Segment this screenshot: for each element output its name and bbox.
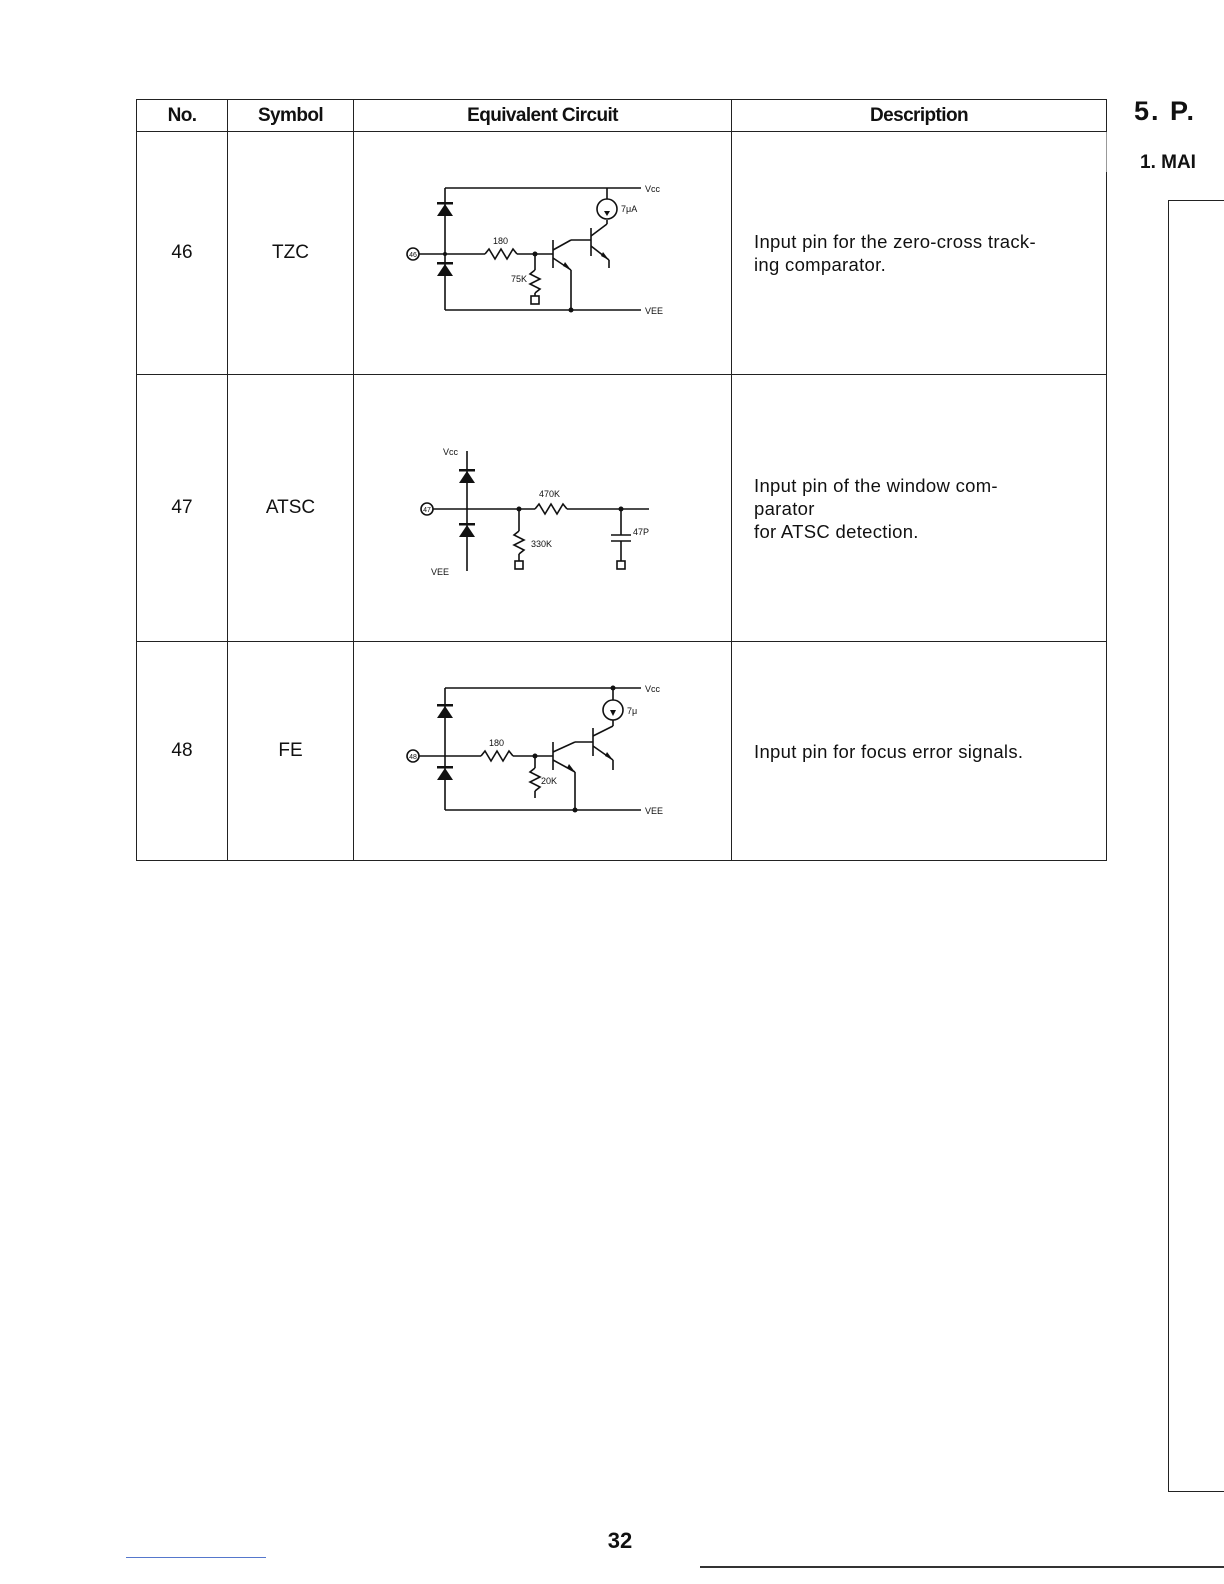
page-number: 32 <box>607 1528 633 1553</box>
footer-rule-right <box>700 1566 1224 1568</box>
vee-label: VEE <box>430 567 449 577</box>
pin-description <box>732 132 1107 375</box>
current-source-label: 7μ <box>626 706 637 716</box>
pin-number: 47 <box>137 375 228 642</box>
vcc-label: Vcc <box>442 447 458 457</box>
description-line: for ATSC detection. <box>754 520 919 542</box>
series-resistor-label: 180 <box>492 236 508 246</box>
pin-number: 46 <box>137 132 228 375</box>
capacitor-label: 47P <box>632 527 649 537</box>
pin-number: 48 <box>137 642 228 861</box>
shunt-resistor-label: 75K <box>510 274 527 284</box>
shunt-resistor-label: 20K <box>540 776 557 786</box>
table-header-row <box>137 100 1107 132</box>
series-resistor-label: 470K <box>538 489 560 499</box>
description-line: parator <box>754 497 815 519</box>
circuit-diagram-fe <box>403 676 683 826</box>
circuit-pin-label: 48 <box>408 754 417 761</box>
pin-symbol: FE <box>228 642 354 861</box>
description-line: Input pin for the zero-cross track- <box>754 231 1036 252</box>
table-row <box>137 132 1107 375</box>
equivalent-circuit-cell <box>354 132 732 375</box>
pin-description <box>732 375 1107 642</box>
circuit-diagram-atsc <box>403 433 683 583</box>
header-equivalent-circuit: Equivalent Circuit <box>354 100 732 132</box>
description-line: ing comparator. <box>754 254 887 275</box>
right-page-heading: 5. P. <box>1134 96 1197 126</box>
vcc-label: Vcc <box>644 184 660 194</box>
pin-symbol: TZC <box>228 132 354 375</box>
pin-description <box>732 642 1107 861</box>
pin-symbol: ATSC <box>228 375 354 642</box>
series-resistor-label: 180 <box>488 738 504 748</box>
header-no: No. <box>137 100 228 132</box>
description-line: Input pin of the window com- <box>754 474 998 496</box>
header-description: Description <box>732 100 1107 132</box>
pin-description-table <box>136 99 1107 861</box>
circuit-diagram-tzc <box>403 178 683 328</box>
equivalent-circuit-cell <box>354 375 732 642</box>
right-page-frame <box>1168 200 1224 1492</box>
vee-label: VEE <box>644 806 663 816</box>
shunt-resistor-label: 330K <box>530 539 552 549</box>
footer-rule-left <box>126 1557 266 1558</box>
circuit-pin-label: 46 <box>408 252 417 259</box>
current-source-label: 7μA <box>620 204 637 214</box>
equivalent-circuit-cell <box>354 642 732 861</box>
header-symbol: Symbol <box>228 100 354 132</box>
vee-label: VEE <box>644 306 663 316</box>
table-row <box>137 642 1107 861</box>
right-page-subheading: 1. MAI <box>1140 152 1196 173</box>
column-divider <box>1106 132 1107 172</box>
description-line: Input pin for focus error signals. <box>754 740 1024 762</box>
circuit-pin-label: 47 <box>422 507 431 514</box>
vcc-label: Vcc <box>644 684 660 694</box>
table-row <box>137 375 1107 642</box>
